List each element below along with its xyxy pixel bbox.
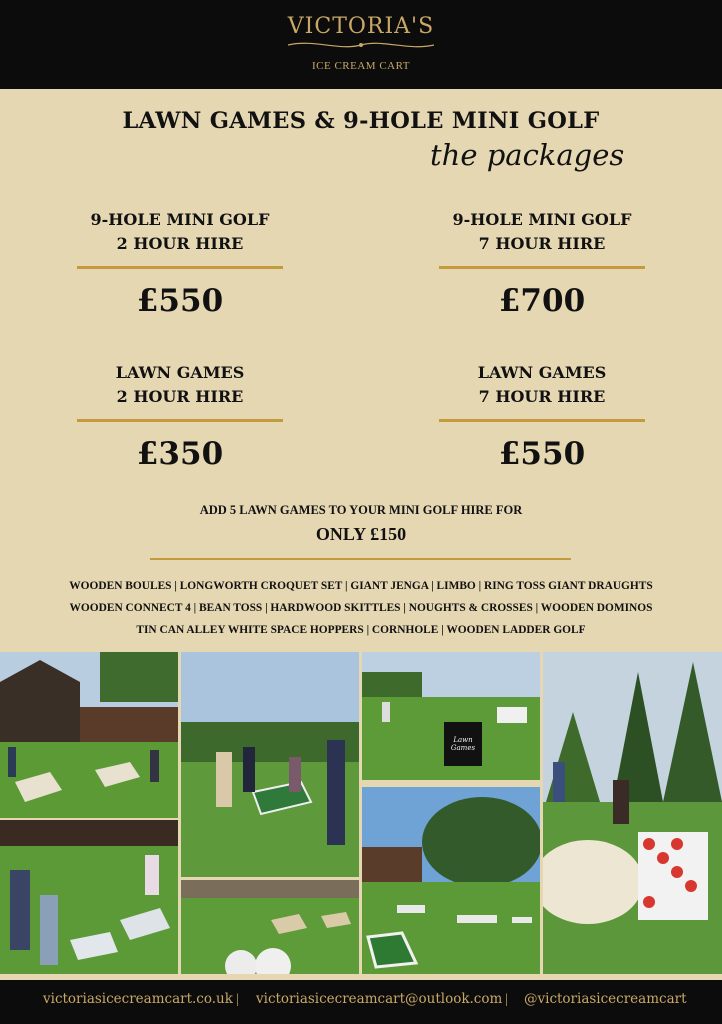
- package-price: £550: [136, 283, 224, 319]
- footer-bar: [0, 980, 722, 1024]
- photo-barn-cornhole: [0, 652, 178, 818]
- addon-offer: ONLY £150: [315, 524, 407, 544]
- package-name-line2: 2 HOUR HIRE: [116, 234, 244, 253]
- package-name-line2: 7 HOUR HIRE: [478, 234, 606, 253]
- brand-name: VICTORIA'S: [287, 14, 435, 39]
- footer-separator: |: [236, 991, 239, 1006]
- package-name-line1: LAWN GAMES: [477, 363, 607, 382]
- games-line: WOODEN CONNECT 4 | BEAN TOSS | HARDWOOD SKITTLES | NOUGHTS & CROSSES | WOODEN DOMINOS: [69, 602, 653, 614]
- package-price: £700: [498, 283, 586, 319]
- package-name-line1: 9-HOLE MINI GOLF: [90, 210, 270, 229]
- brand-flourish-icon: [284, 38, 438, 52]
- footer-social[interactable]: @victoriasicecreamcart: [524, 991, 687, 1007]
- brand-subtitle: ICE CREAM CART: [311, 60, 410, 72]
- package-name-line1: LAWN GAMES: [115, 363, 245, 382]
- package-divider: [439, 419, 645, 422]
- games-line: TIN CAN ALLEY WHITE SPACE HOPPERS | CORNHOLE | WOODEN LADDER GOLF: [136, 624, 586, 636]
- photo-lawn-boules: [181, 880, 359, 974]
- addon-divider: [150, 558, 571, 560]
- package-divider: [77, 266, 283, 269]
- package-divider: [77, 419, 283, 422]
- photo-minigolf-course: [362, 787, 540, 974]
- package-divider: [439, 266, 645, 269]
- package-name-line2: 7 HOUR HIRE: [478, 387, 606, 406]
- addon-description: ADD 5 LAWN GAMES TO YOUR MINI GOLF HIRE FOR: [199, 503, 523, 517]
- photo-kids-cornhole: [0, 820, 178, 974]
- package-name-line2: 2 HOUR HIRE: [116, 387, 244, 406]
- package-name-line1: 9-HOLE MINI GOLF: [452, 210, 632, 229]
- photo-lawn-games-sign: [362, 652, 540, 780]
- games-line: WOODEN BOULES | LONGWORTH CROQUET SET | GIANT JENGA | LIMBO | RING TOSS GIANT DRAUGHTS: [69, 580, 653, 592]
- photo-bride-connect-four: [543, 652, 722, 974]
- footer-separator: |: [505, 991, 508, 1006]
- package-golf-7hr: [432, 208, 652, 319]
- footer-website[interactable]: victoriasicecreamcart.co.uk: [43, 991, 233, 1007]
- page-subtitle: the packages: [430, 138, 625, 172]
- photo-guests-minigolf: [181, 652, 359, 877]
- sign-text: Lawn Games: [450, 736, 476, 752]
- package-price: £550: [498, 436, 586, 472]
- package-golf-2hr: [70, 208, 290, 319]
- header-bar: [0, 0, 722, 89]
- package-price: £350: [136, 436, 224, 472]
- page-title: LAWN GAMES & 9-HOLE MINI GOLF: [122, 108, 600, 134]
- package-lawn-7hr: [432, 361, 652, 472]
- games-list: [0, 575, 722, 641]
- package-lawn-2hr: [70, 361, 290, 472]
- footer-email[interactable]: victoriasicecreamcart@outlook.com: [256, 991, 503, 1007]
